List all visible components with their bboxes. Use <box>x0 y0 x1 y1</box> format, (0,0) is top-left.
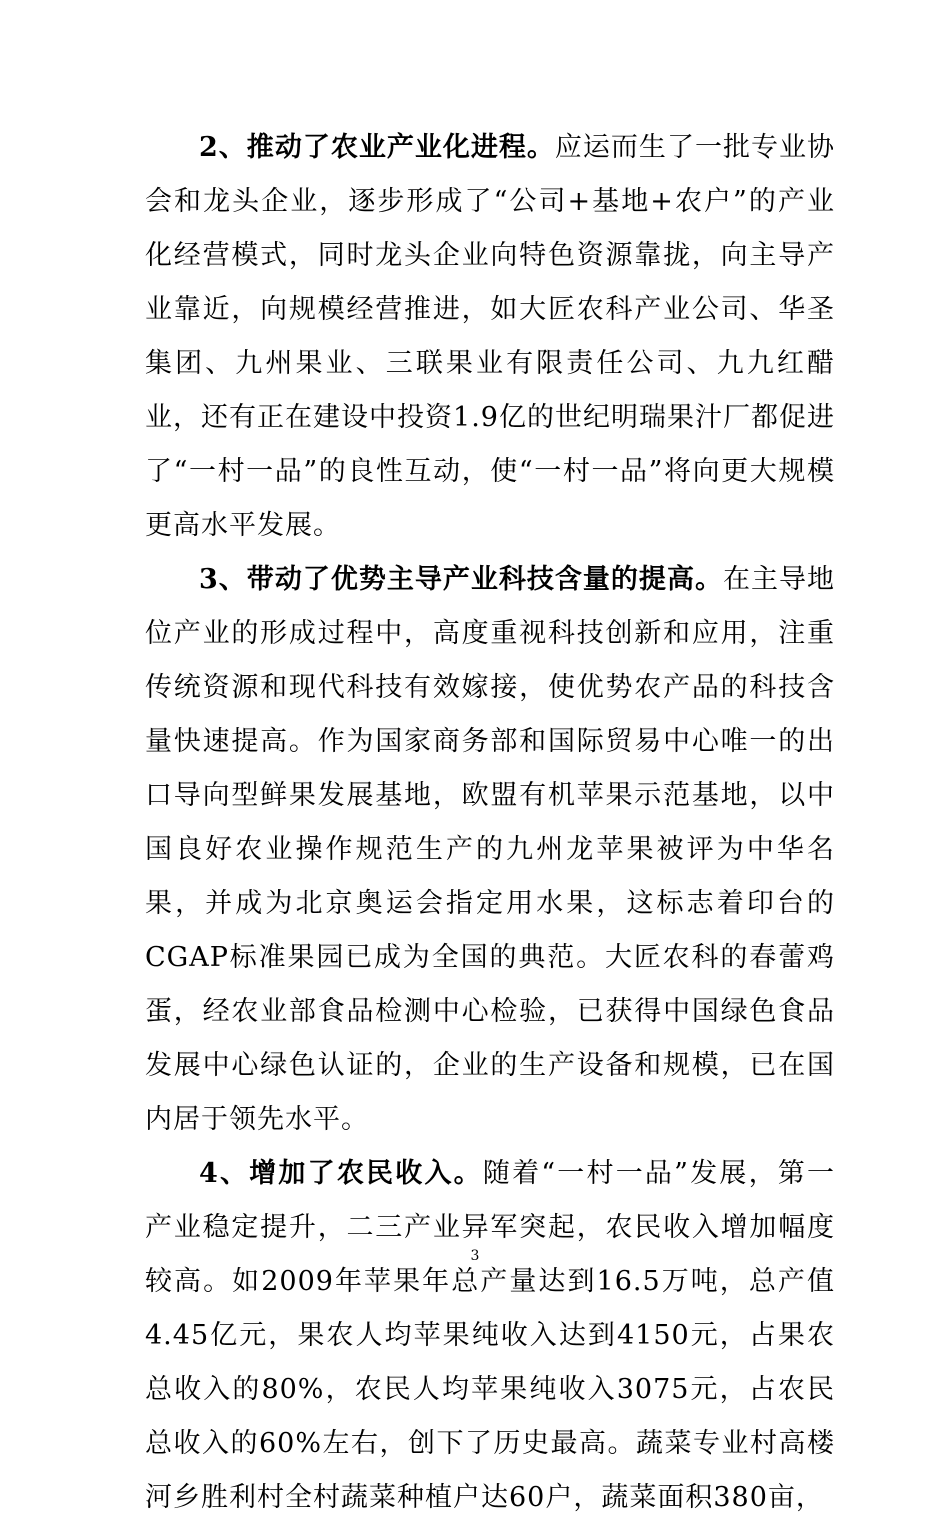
paragraph-3 <box>145 553 835 1147</box>
paragraph-4-heading: 4、增加了农民收入。 <box>199 1158 483 1189</box>
paragraph-3-heading: 3、带动了优势主导产业科技含量的提高。 <box>199 564 723 595</box>
paragraph-2-heading: 2、推动了农业产业化进程。 <box>199 132 555 163</box>
paragraph-2-body: 应运而生了一批专业协会和龙头企业，逐步形成了“公司+基地+农户”的产业化经营模式，同时龙头企业向特色资源靠拢，向主导产业靠近，向规模经营推进，如大匠农科产业公司、华圣集团、九州果业、三联果业有限责任公司、九九红醋业，还有正在建设中投资1.9亿的世纪明瑞果汁厂都促进了“一村一品”的良性互动，使“一村一品”将向更大规模更高水平发展。 <box>145 132 835 541</box>
paragraph-4 <box>145 1147 835 1525</box>
body-text <box>145 121 835 1525</box>
paragraph-2 <box>145 121 835 553</box>
paragraph-4-body: 随着“一村一品”发展，第一产业稳定提升，二三产业异军突起，农民收入增加幅度较高。如2009年苹果年总产量达到16.5万吨，总产值4.45亿元，果农人均苹果纯收入达到4150元，占果农总收入的80%，农民人均苹果纯收入3075元，占农民总收入的60%左右，创下了历史最高。蔬菜专业村高楼河乡胜利村全村蔬菜种植户达60户，蔬菜面积380亩， <box>145 1158 835 1513</box>
paragraph-3-body: 在主导地位产业的形成过程中，高度重视科技创新和应用，注重传统资源和现代科技有效嫁接，使优势农产品的科技含量快速提高。作为国家商务部和国际贸易中心唯一的出口导向型鲜果发展基地，欧盟有机苹果示范基地，以中国良好农业操作规范生产的九州龙苹果被评为中华名果，并成为北京奥运会指定用水果，这标志着印台的CGAP标准果园已成为全国的典范。大匠农科的春蕾鸡蛋，经农业部食品检测中心检验，已获得中国绿色食品发展中心绿色认证的，企业的生产设备和规模，已在国内居于领先水平。 <box>145 564 835 1135</box>
page-number: 3 <box>470 1248 480 1264</box>
